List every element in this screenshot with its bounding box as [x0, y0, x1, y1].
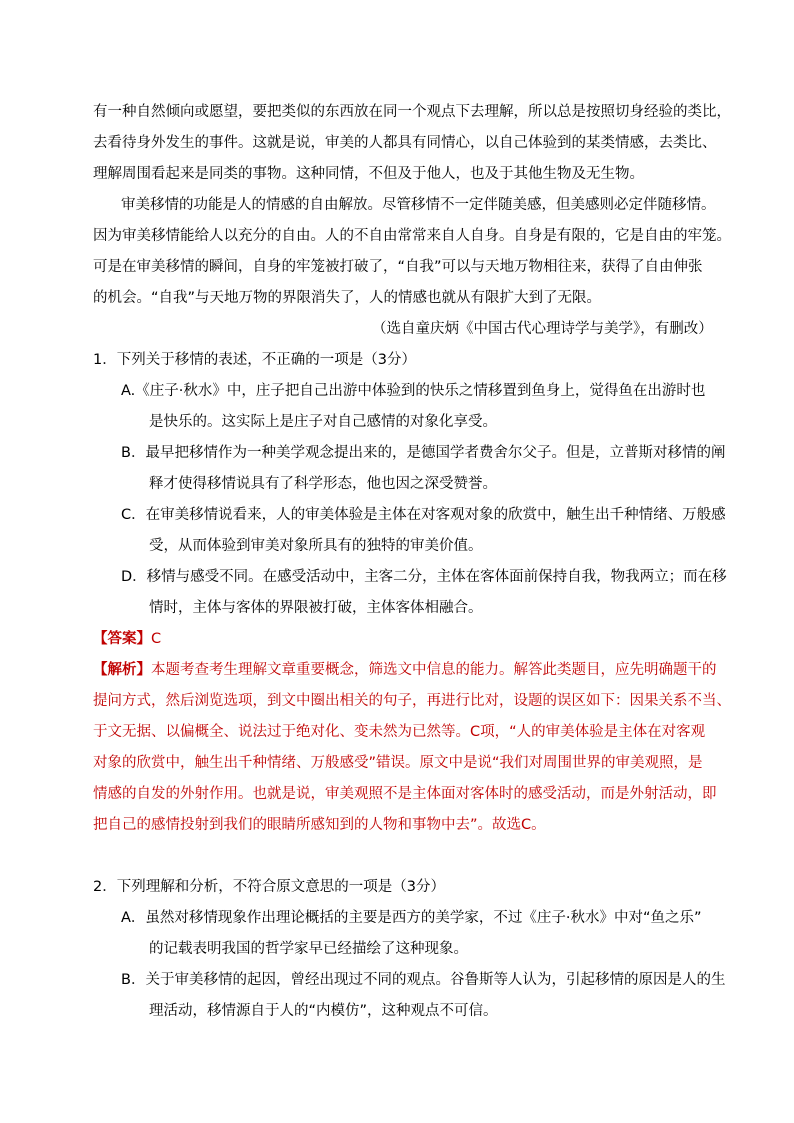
passage-line: 理解周围看起来是同类的事物。这种同情，不但及于他人，也及于其他生物及无生物。: [93, 166, 644, 182]
q1-option-b: B．最早把移情作为一种美学观念提出来的，是德国学者费舍尔父子。但是，立普斯对移情的阐: [121, 445, 726, 461]
question-2-stem: 2．下列理解和分析，不符合原文意思的一项是（3分）: [93, 879, 445, 895]
q1-option-a-cont: 是快乐的。这实际上是庄子对自己感情的对象化享受。: [149, 414, 497, 430]
analysis-line: 对象的欣赏中，触生出千种情绪、万般感受”错误。原文中是说“我们对周围世界的审美观照，是: [93, 755, 703, 771]
analysis-line: [93, 660, 717, 680]
analysis-line: 于文无据、以偏概全、说法过于绝对化、变未然为已然等。C项，“人的审美体验是主体在对客观: [93, 724, 706, 740]
passage-line: 有一种自然倾向或愿望，要把类似的东西放在同一个观点下去理解，所以总是按照切身经验的类比，: [93, 104, 731, 120]
passage-line: 的机会。“自我”与天地万物的界限消失了，人的情感也就从有限扩大到了无限。: [93, 290, 602, 306]
analysis-line: 提问方式，然后浏览选项，到文中圈出相关的句子，再进行比对，设题的误区如下：因果关系不当、: [93, 693, 731, 709]
q2-option-b: B．关于审美移情的起因，曾经出现过不同的观点。谷鲁斯等人认为，引起移情的原因是人的生: [121, 972, 726, 988]
answer-label: 【答案】: [93, 631, 151, 647]
q2-option-b-cont: 理活动，移情源自于人的“内模仿”，这种观点不可信。: [149, 1003, 498, 1019]
q1-option-c: C．在审美移情说看来，人的审美体验是主体在对客观对象的欣赏中，触生出千种情绪、万般感: [121, 507, 726, 523]
passage-line: 因为审美移情能给人以充分的自由。人的不自由常常来自人自身。自身是有限的，它是自由的牢笼。: [93, 228, 731, 244]
analysis-line: 情感的自发的外射作用。也就是说，审美观照不是主体面对客体时的感受活动，而是外射活动，即: [93, 786, 717, 802]
passage-line: 审美移情的功能是人的情感的自由解放。尽管移情不一定伴随美感，但美感则必定伴随移情。: [121, 197, 716, 213]
answer-line: [93, 629, 161, 649]
q2-option-a-cont: 的记载表明我国的哲学家早已经描绘了这种现象。: [149, 941, 468, 957]
answer-value: C: [151, 631, 162, 647]
q2-option-a: A．虽然对移情现象作出理论概括的主要是西方的美学家，不过《庄子·秋水》中对“鱼之乐”: [121, 910, 702, 926]
passage-source: （选自童庆炳《中国古代心理诗学与美学》，有删改）: [372, 321, 713, 337]
q1-option-d-cont: 情时，主体与客体的界限被打破，主体客体相融合。: [149, 600, 483, 616]
analysis-text: 本题考查考生理解文章重要概念，筛选文中信息的能力。解答此类题目，应先明确题干的: [151, 662, 717, 678]
question-1-stem: 1．下列关于移情的表述，不正确的一项是（3分）: [93, 352, 416, 368]
q1-option-d: D．移情与感受不同。在感受活动中，主客二分，主体在客体面前保持自我，物我两立；而在移: [121, 569, 727, 585]
q1-option-b-cont: 释才使得移情说具有了科学形态，他也因之深受赞誉。: [149, 476, 497, 492]
passage-line: 去看待身外发生的事件。这就是说，审美的人都具有同情心，以自己体验到的某类情感，去类比、: [93, 135, 717, 151]
analysis-line: 把自己的感情投射到我们的眼睛所感知到的人物和事物中去”。故选C。: [93, 817, 546, 833]
q1-option-a: A.《庄子·秋水》中，庄子把自己出游中体验到的快乐之情移置到鱼身上，觉得鱼在出游时也: [121, 383, 706, 399]
q1-option-c-cont: 受，从而体验到审美对象所具有的独特的审美价值。: [149, 538, 483, 554]
analysis-label: 【解析】: [93, 662, 151, 678]
passage-line: 可是在审美移情的瞬间，自身的牢笼被打破了，“自我”可以与天地万物相往来，获得了自由伸张: [93, 259, 703, 275]
